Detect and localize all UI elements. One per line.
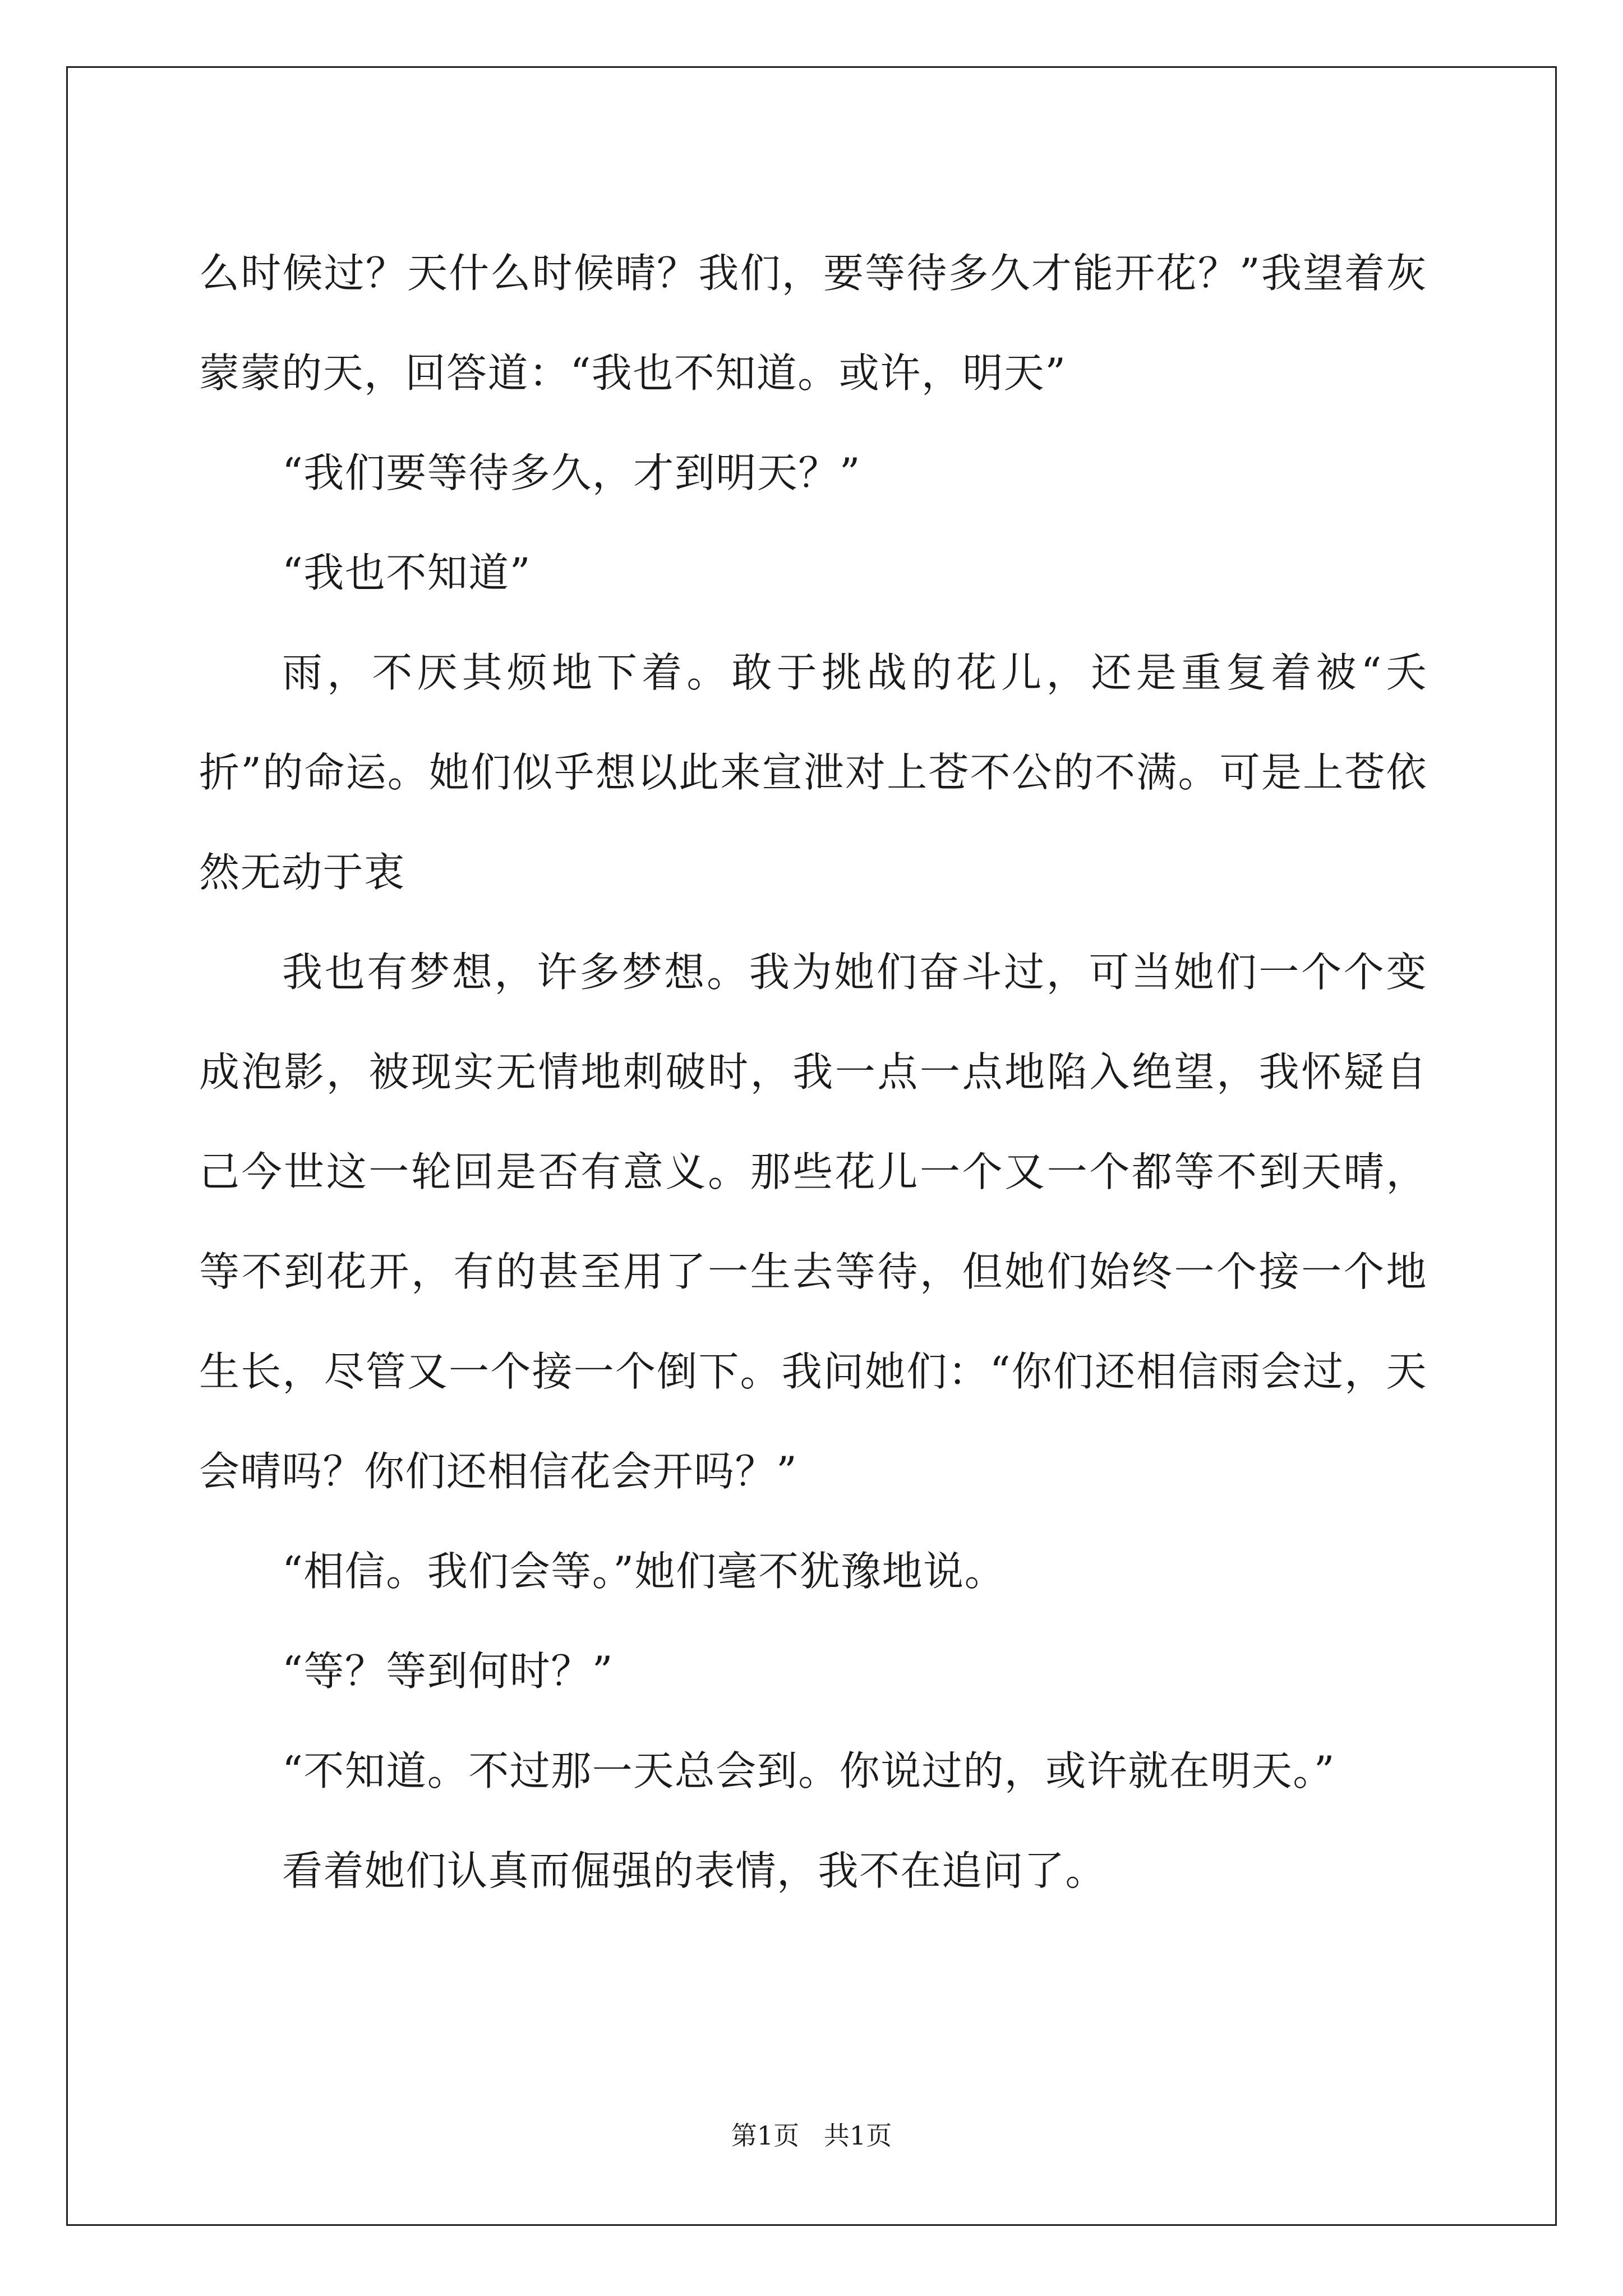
paragraph: 雨，不厌其烦地下着。敢于挑战的花儿，还是重复着被“夭折”的命运。她们似乎想以此来宣泄对上苍不公的不满。可是上苍依然无动于衷 (199, 649, 1427, 896)
page-footer: 第1页 共1页 (731, 2120, 892, 2151)
paragraph: “相信。我们会等。”她们毫不犹豫地说。 (282, 1548, 1006, 1595)
paragraph: 我也有梦想，许多梦想。我为她们奋斗过，可当她们一个个变成泡影，被现实无情地刺破时，我一点一点地陷入绝望，我怀疑自己今世这一轮回是否有意义。那些花儿一个又一个都等不到天晴，等不到花开，有的甚至用了一生去等待，但她们始终一个接一个地生长，尽管又一个接一个倒下。我问她们：“你们还相信雨会过，天会晴吗？你们还相信花会开吗？” (199, 949, 1427, 1495)
paragraph: “不知道。不过那一天总会到。你说过的，或许就在明天。” (282, 1747, 1336, 1795)
paragraph: “我们要等待多久，才到明天？” (282, 449, 861, 496)
paragraph: 么时候过？天什么时候晴？我们，要等待多久才能开花？”我望着灰蒙蒙的天，回答道：“我也不知道。或许，明天” (199, 250, 1427, 397)
paragraph: 看着她们认真而倔强的表情，我不在追问了。 (282, 1847, 1107, 1894)
paragraph: “我也不知道” (282, 549, 532, 596)
document-body (199, 223, 1427, 1921)
paragraph: “等？等到何时？” (282, 1648, 614, 1695)
